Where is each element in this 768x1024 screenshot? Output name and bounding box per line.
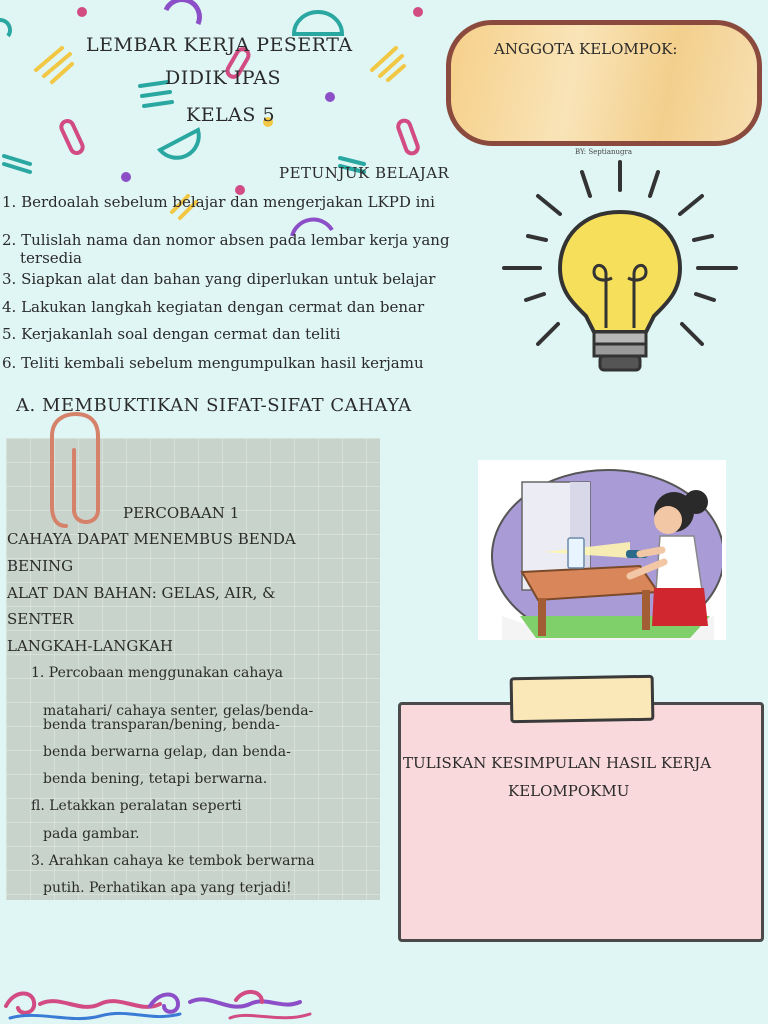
conclusion-prompt: TULISKAN KESIMPULAN HASIL KERJA	[403, 754, 712, 772]
group-members-label: ANGGOTA KELOMPOK:	[494, 40, 678, 58]
dot-shape	[413, 7, 423, 17]
instruction-item: 6. Teliti kembali sebelum mengumpulkan hasil kerjamu	[2, 354, 424, 372]
steps-heading: LANGKAH-LANGKAH	[7, 637, 173, 655]
half-circle-shape	[166, 0, 199, 24]
worksheet-title: LEMBAR KERJA PESERTA	[86, 34, 353, 56]
half-circle-shape	[294, 12, 342, 34]
instruction-item: 3. Siapkan alat dan bahan yang diperlukan untuk belajar	[2, 270, 436, 288]
step-item: 1. Percobaan menggunakan cahaya	[31, 665, 283, 681]
dot-shape	[77, 7, 87, 17]
capsule-shape	[397, 119, 420, 155]
half-circle-shape	[0, 20, 10, 36]
experiment-subtitle: BENING	[7, 557, 74, 575]
step-item: putih. Perhatikan apa yang terjadi!	[43, 880, 292, 896]
instruction-item: 4. Lakukan langkah kegiatan dengan cermat dan benar	[2, 298, 425, 316]
section-heading: A. MEMBUKTIKAN SIFAT-SIFAT CAHAYA	[16, 395, 412, 416]
step-item: benda bening, tetapi berwarna.	[43, 771, 268, 787]
experiment-subtitle: CAHAYA DAPAT MENEMBUS BENDA	[7, 530, 296, 548]
half-circle-shape	[160, 130, 199, 158]
author-credit: BY: Septianugra	[575, 148, 633, 156]
instruction-item: tersedia	[20, 249, 82, 267]
light-bulb-icon	[498, 156, 744, 378]
worksheet-subject: DIDIK IPAS	[165, 67, 281, 89]
worksheet-grade: KELAS 5	[186, 104, 276, 126]
step-item: matahari/ cahaya senter, gelas/benda-	[43, 703, 314, 719]
instruction-item: 5. Kerjakanlah soal dengan cermat dan teliti	[2, 325, 341, 343]
experiment-title: PERCOBAAN 1	[123, 504, 240, 522]
conclusion-box[interactable]	[398, 702, 764, 942]
swirl-border-decoration	[0, 984, 320, 1024]
step-item: 3. Arahkan cahaya ke tembok berwarna	[31, 853, 315, 869]
instruction-item: 2. Tulislah nama dan nomor absen pada lembar kerja yang	[2, 231, 450, 249]
step-item: pada gambar.	[43, 826, 140, 842]
step-item: benda transparan/bening, benda-	[43, 717, 280, 733]
step-item: benda berwarna gelap, dan benda-	[43, 744, 291, 760]
paperclip-icon	[44, 410, 108, 538]
tape-decoration	[510, 675, 655, 724]
capsule-shape	[59, 119, 84, 155]
group-members-box	[446, 20, 762, 146]
girl-flashlight-illustration	[490, 466, 722, 640]
instruction-item: 1. Berdoalah sebelum belajar dan mengerjakan LKPD ini	[2, 193, 435, 211]
conclusion-prompt: KELOMPOKMU	[508, 782, 630, 800]
step-item: fl. Letakkan peralatan seperti	[31, 798, 242, 814]
dot-shape	[325, 92, 335, 102]
tools-label: SENTER	[7, 610, 74, 628]
tools-label: ALAT DAN BAHAN: GELAS, AIR, &	[7, 584, 276, 602]
instructions-title: PETUNJUK BELAJAR	[279, 164, 450, 182]
dot-shape	[121, 172, 131, 182]
